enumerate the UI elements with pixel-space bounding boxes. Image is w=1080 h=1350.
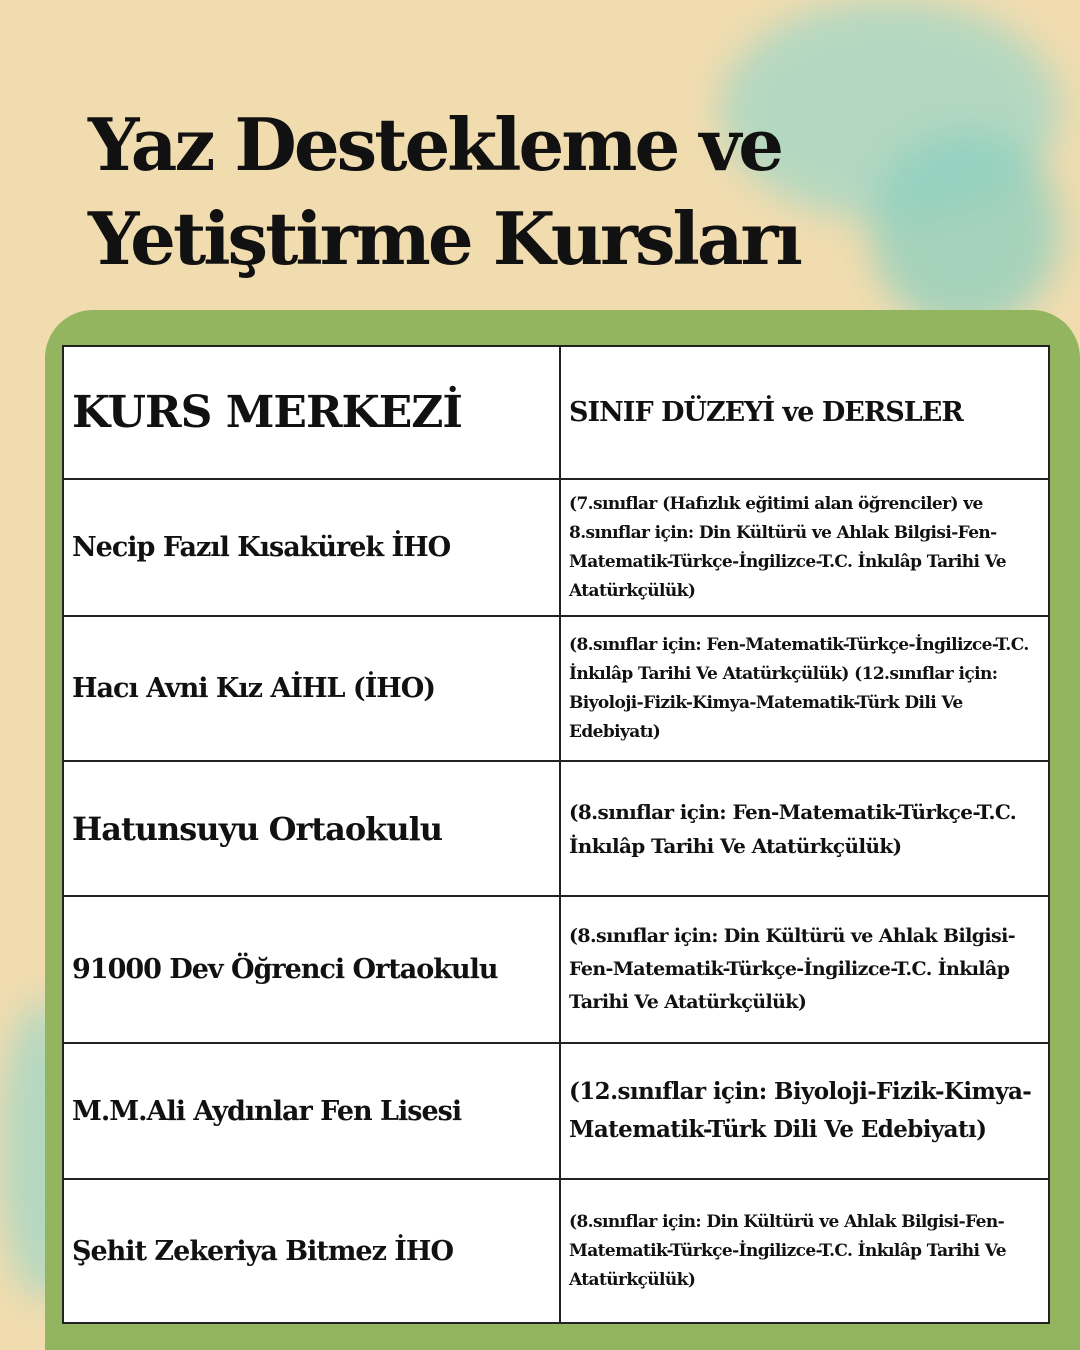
title-line-1: Yaz Destekleme ve <box>88 102 782 187</box>
course-details: (7.sınıflar (Hafızlık eğitimi alan öğrenciler) ve 8.sınıflar için: Din Kültürü ve Ahlak Bilgisi-Fen-Matematik-Türkçe-İngilizce-T.C. İnkılâp Tarihi Ve Atatürkçülük) <box>560 479 1049 616</box>
course-details: (12.sınıflar için: Biyoloji-Fizik-Kimya-Matematik-Türk Dili Ve Edebiyatı) <box>560 1043 1049 1179</box>
course-details: (8.sınıflar için: Din Kültürü ve Ahlak Bilgisi-Fen-Matematik-Türkçe-İngilizce-T.C. İnkılâp Tarihi Ve Atatürkçülük) <box>560 1179 1049 1323</box>
header-details: SINIF DÜZEYİ ve DERSLER <box>560 346 1049 479</box>
watercolor-decoration <box>870 130 1060 330</box>
course-details: (8.sınıflar için: Fen-Matematik-Türkçe-T.C. İnkılâp Tarihi Ve Atatürkçülük) <box>560 761 1049 896</box>
course-details: (8.sınıflar için: Din Kültürü ve Ahlak Bilgisi-Fen-Matematik-Türkçe-İngilizce-T.C. İnkılâp Tarihi Ve Atatürkçülük) <box>560 896 1049 1043</box>
table-header-row <box>63 346 1049 479</box>
table-row <box>63 1179 1049 1323</box>
header-center: KURS MERKEZİ <box>63 346 560 479</box>
title-line-2: Yetiştirme Kursları <box>88 196 800 281</box>
center-name: M.M.Ali Aydınlar Fen Lisesi <box>63 1043 560 1179</box>
course-details: (8.sınıflar için: Fen-Matematik-Türkçe-İngilizce-T.C. İnkılâp Tarihi Ve Atatürkçülük) (12.sınıflar için: Biyoloji-Fizik-Kimya-Matematik-Türk Dili Ve Edebiyatı) <box>560 616 1049 761</box>
center-name: Hatunsuyu Ortaokulu <box>63 761 560 896</box>
table-row <box>63 616 1049 761</box>
table-row <box>63 761 1049 896</box>
table-row <box>63 479 1049 616</box>
course-table <box>62 345 1050 1324</box>
center-name: Necip Fazıl Kısakürek İHO <box>63 479 560 616</box>
center-name: 91000 Dev Öğrenci Ortaokulu <box>63 896 560 1043</box>
center-name: Hacı Avni Kız AİHL (İHO) <box>63 616 560 761</box>
center-name: Şehit Zekeriya Bitmez İHO <box>63 1179 560 1323</box>
table-row <box>63 896 1049 1043</box>
page-title <box>88 98 800 286</box>
table-row <box>63 1043 1049 1179</box>
